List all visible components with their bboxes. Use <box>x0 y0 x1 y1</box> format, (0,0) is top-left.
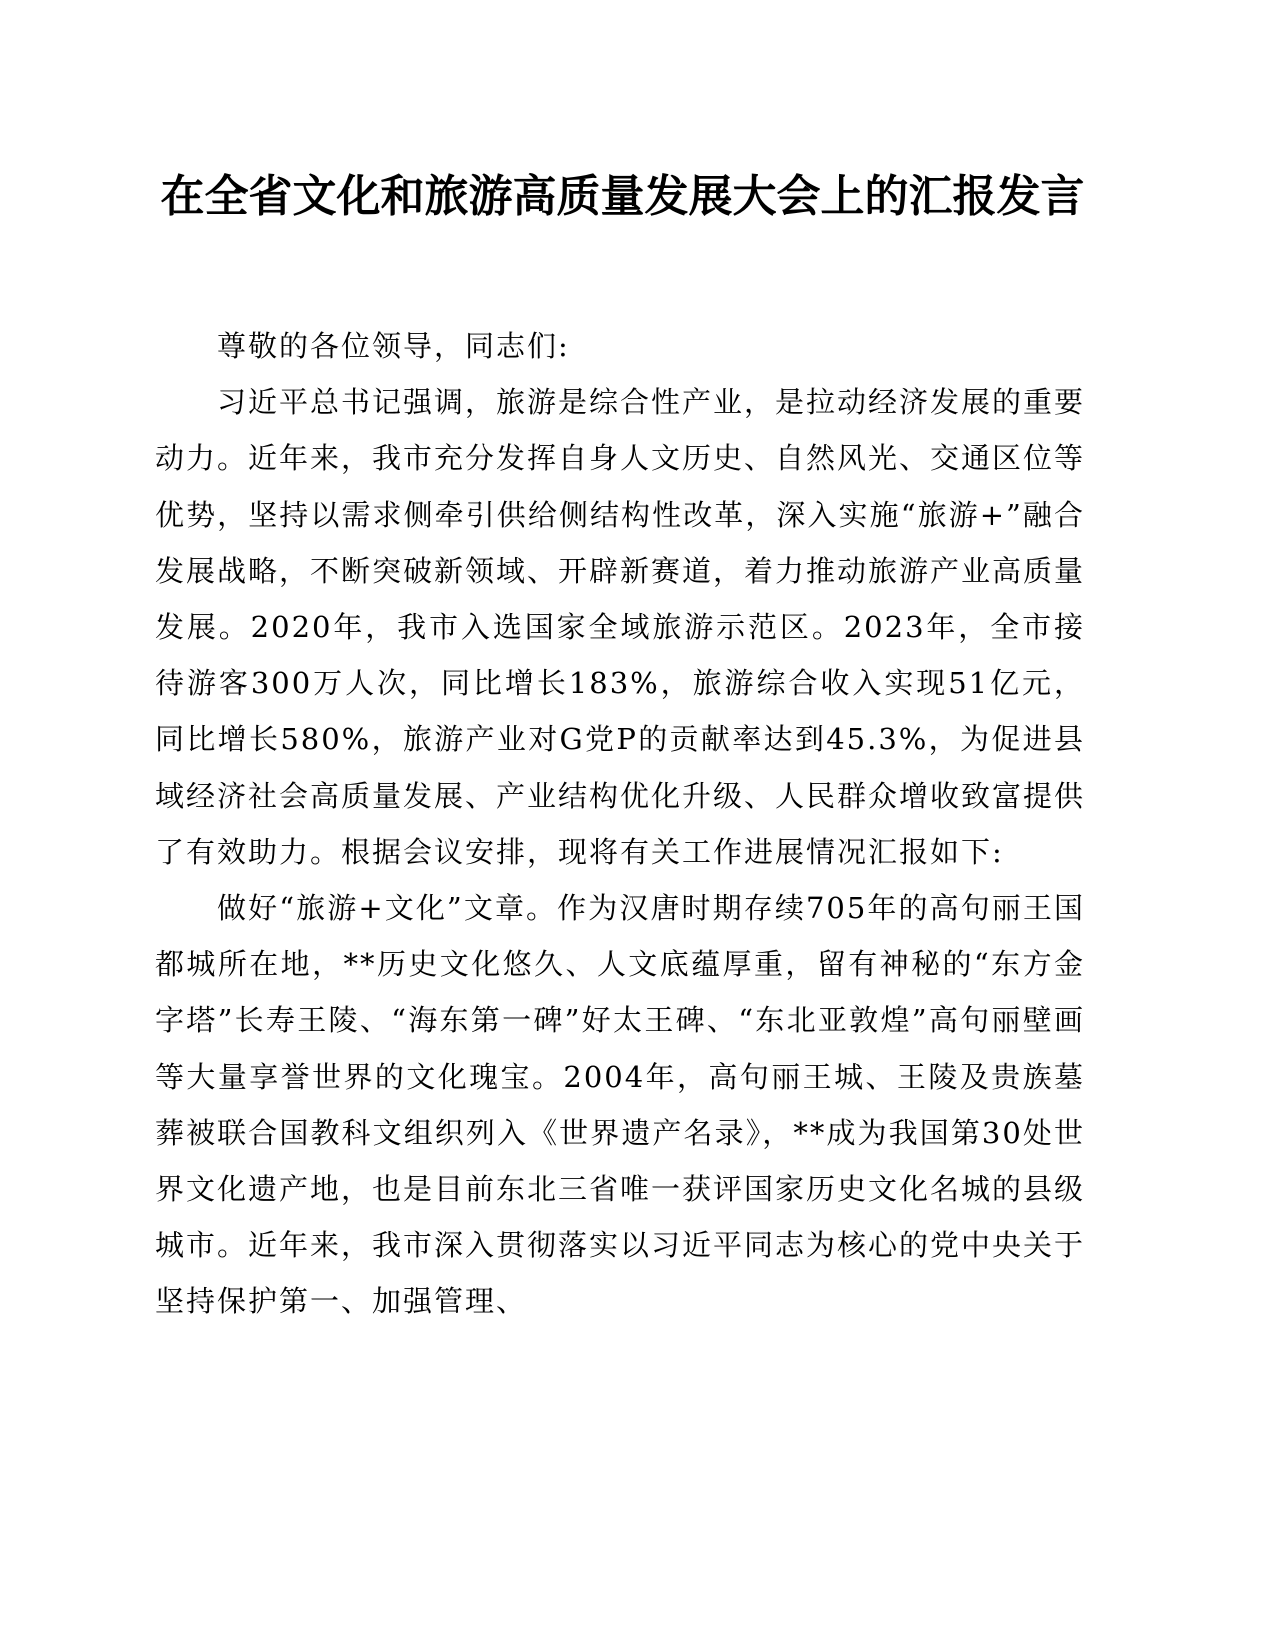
document-title: 在全省文化和旅游高质量发展大会上的汇报发言 <box>160 171 1085 222</box>
intro-paragraph: 习近平总书记强调，旅游是综合性产业，是拉动经济发展的重要动力。近年来，我市充分发挥自身人文历史、自然风光、交通区位等优势，坚持以需求侧牵引供给侧结构性改革，深入实施“旅游+”融合发展战略，不断突破新领域、开辟新赛道，着力推动旅游产业高质量发展。2020年，我市入选国家全域旅游示范区。2023年，全市接待游客300万人次，同比增长183%，旅游综合收入实现51亿元，同比增长580%，旅游产业对G党P的贡献率达到45.3%，为促进县域经济社会高质量发展、产业结构优化升级、人民群众增收致富提供了有效助力。根据会议安排，现将有关工作进展情况汇报如下: <box>155 385 1086 869</box>
culture-tourism-paragraph: 做好“旅游+文化”文章。作为汉唐时期存续705年的高句丽王国都城所在地，**历史文化悠久、人文底蕴厚重，留有神秘的“东方金字塔”长寿王陵、“海东第一碑”好太王碑、“东北亚敦煌”高句丽壁画等大量享誉世界的文化瑰宝。2004年，高句丽王城、王陵及贵族墓葬被联合国教科文组织列入《世界遗产名录》，**成为我国第30处世界文化遗产地，也是目前东北三省唯一获评国家历史文化名城的县级城市。近年来，我市深入贯彻落实以习近平同志为核心的党中央关于坚持保护第一、加强管理、 <box>155 891 1086 1319</box>
salutation-paragraph: 尊敬的各位领导，同志们: <box>217 329 570 363</box>
document-body <box>155 318 1085 1330</box>
